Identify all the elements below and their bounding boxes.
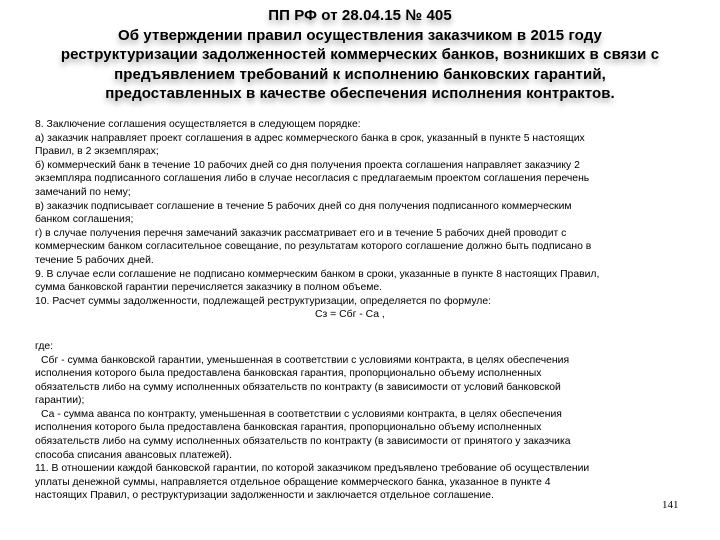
page-number: 141 [662, 499, 679, 511]
body-line: 11. В отношении каждой банковской гарантии, по которой заказчиком предъявлено требование об осуществлении [35, 463, 590, 475]
body-line: коммерческим банком согласительное совещание, по результатам которого соглашение должно быть подписано в [35, 241, 592, 253]
body-line: а) заказчик направляет проект соглашения в адрес коммерческого банка в срок, указанный в пункте 5 настоящих [35, 132, 585, 144]
title-line-3: реструктуризации задолженностей коммерческих банков, возникших в связи с [60, 46, 660, 63]
title-line-2: Об утверждении правил осуществления заказчиком в 2015 году [118, 26, 602, 44]
spacer [35, 322, 683, 340]
body-line: где: [35, 340, 54, 352]
title-line-4: предъявлением требований к исполнению банковских гарантий, [114, 65, 606, 83]
title-line-5: предоставленных в качестве обеспечения исполнения контрактов. [105, 85, 615, 102]
body-line: г) в случае получения перечня замечаний заказчик рассматривает его и в течение 5 рабочих дней проводит с [35, 227, 567, 239]
body-line: 8. Заключение соглашения осуществляется в следующем порядке: [35, 119, 361, 130]
body-line: Са - сумма аванса по контракту, уменьшенная в соответствии с условиями контракта, в целях обеспечения [41, 408, 562, 420]
document-body [35, 118, 683, 503]
body-line: обязательств либо на сумму исполненных обязательств по контракту (в зависимости от принятого у заказчика [35, 436, 571, 448]
body-line: Правил, в 2 экземплярах; [35, 146, 159, 158]
body-line: исполнения которого была предоставлена банковская гарантия, пропорционально объему исполненных [35, 422, 542, 434]
body-line: в) заказчик подписывает соглашение в течение 5 рабочих дней со дня получения подписанного коммерческим [35, 200, 572, 212]
body-line: 9. В случае если соглашение не подписано коммерческим банком в сроки, указанные в пункте 8 настоящих Правил, [35, 268, 600, 280]
body-line: способа списания авансовых платежей). [35, 449, 233, 461]
body-line: настоящих Правил, о реструктуризации задолженности и заключается отдельное соглашение. [35, 490, 494, 502]
body-line: б) коммерческий банк в течение 10 рабочих дней со дня получения проекта соглашения направляет заказчику 2 [35, 159, 580, 171]
formula: Сз = Сбг - Са , [315, 309, 385, 321]
body-line: 10. Расчет суммы задолженности, подлежащей реструктуризации, определяется по формуле: [35, 295, 492, 307]
body-line: обязательств либо на сумму исполненных обязательств по контракту (в зависимости от условий банковской [35, 381, 561, 393]
body-line: сумма банковской гарантии перечисляется заказчику в полном объеме. [35, 282, 383, 294]
body-line: замечаний по нему; [35, 186, 131, 198]
body-line: Сбг - сумма банковской гарантии, уменьшенная в соответствии с условиями контракта, в целях обеспечения [41, 354, 570, 366]
body-line: гарантии); [35, 395, 85, 407]
body-line: экземпляра подписанного соглашения либо в случае несогласия с предлагаемым проектом соглашения перечень [35, 173, 590, 185]
body-line: исполнения которого была предоставлена банковская гарантия, пропорционально объему исполненных [35, 368, 542, 380]
body-line: течение 5 рабочих дней. [35, 254, 154, 266]
body-line: уплаты денежной суммы, направляется отдельное обращение коммерческого банка, указанное в пункте 4 [35, 476, 551, 488]
body-line: банком соглашения; [35, 214, 134, 226]
title-line-1: ПП РФ от 28.04.15 № 405 [268, 7, 452, 24]
slide-title [20, 6, 700, 104]
